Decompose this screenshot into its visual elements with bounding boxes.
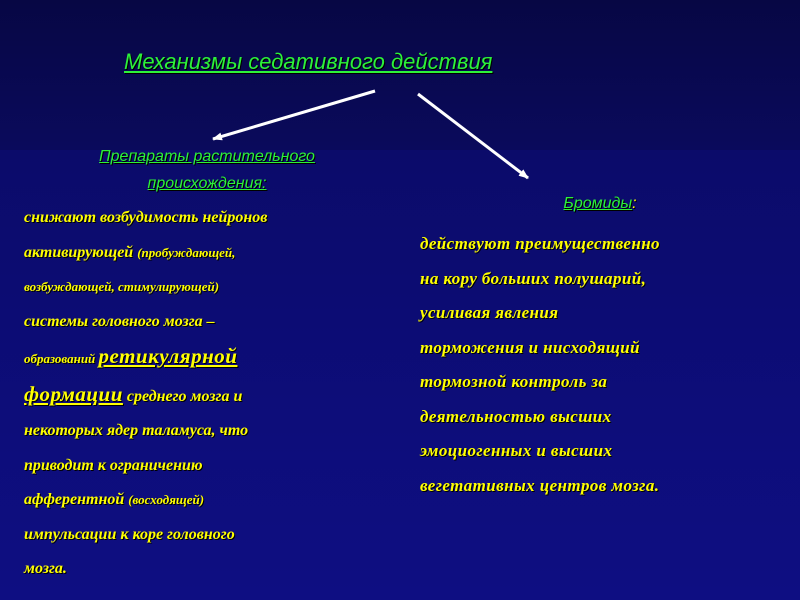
left-line-4: системы головного мозга –: [24, 312, 215, 330]
left-heading-line1: Препараты растительного: [99, 148, 315, 165]
right-line-6: деятельностью высших: [420, 406, 612, 426]
right-heading-label: Бромиды: [563, 195, 633, 212]
left-line-6: [24, 377, 404, 415]
left-line-5a: образований: [24, 351, 99, 366]
right-line-1: действуют преимущественно: [420, 234, 660, 253]
left-line-8: приводит к ограничению: [24, 456, 203, 474]
right-body-text: [420, 227, 790, 503]
arrow-right: [418, 94, 528, 178]
left-line-9: [24, 483, 404, 518]
left-heading-line2: происхождения:: [147, 175, 267, 192]
left-line-7: некоторых ядер таламуса, что: [24, 422, 249, 439]
left-line-3: возбуждающей, стимулирующей): [24, 279, 220, 294]
slide-title: Механизмы седативного действия: [124, 49, 493, 74]
left-line-6b: среднего мозга и: [122, 387, 243, 405]
left-line-6a: формации: [24, 381, 123, 406]
right-line-3: усиливая явления: [420, 303, 559, 322]
right-heading: [420, 190, 780, 218]
right-line-5: тормозной контроль за: [420, 372, 608, 391]
right-heading-colon: :: [632, 195, 637, 212]
left-line-9a: афферентной: [24, 491, 129, 508]
left-line-2b: (пробуждающей,: [137, 244, 236, 260]
left-line-5b: ретикулярной: [98, 344, 238, 368]
left-body-text: [24, 201, 404, 587]
arrow-left: [213, 91, 375, 139]
right-line-8: вегетативных центров мозга.: [420, 475, 660, 495]
right-line-2: на кору больших полушарий,: [420, 268, 647, 288]
left-heading: [24, 143, 390, 197]
left-line-11: мозга.: [24, 560, 67, 577]
left-line-2a: активирующей: [24, 243, 138, 261]
left-line-10: импульсации к коре головного: [24, 525, 235, 543]
right-line-7: эмоциогенных и высших: [420, 441, 613, 460]
left-line-1: снижают возбудимость нейронов: [24, 209, 268, 226]
left-line-5: [24, 339, 404, 377]
left-line-2: [24, 236, 404, 271]
right-line-4: торможения и нисходящий: [420, 337, 641, 357]
left-line-9b: (восходящей): [128, 492, 205, 507]
